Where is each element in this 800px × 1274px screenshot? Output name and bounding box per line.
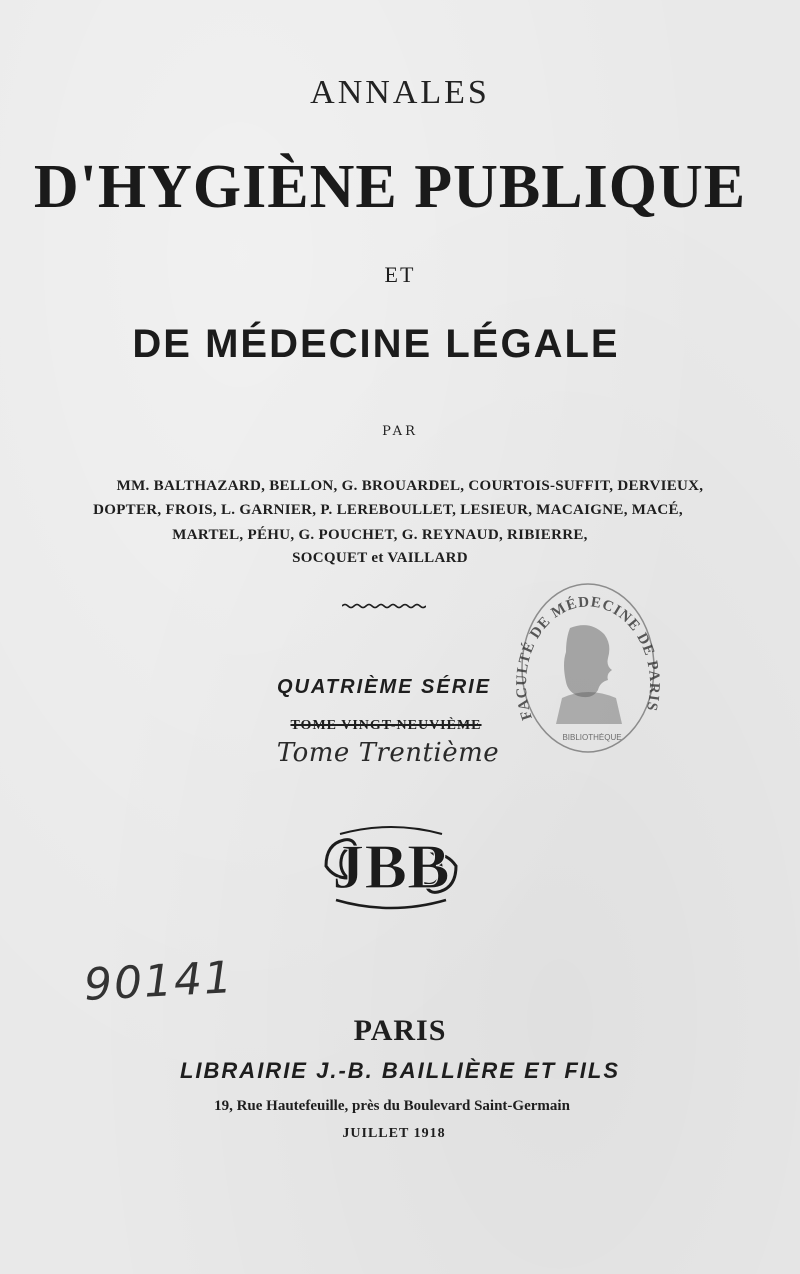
authors-line-3: MARTEL, PÉHU, G. POUCHET, G. REYNAUD, RIBIERRE, <box>172 527 588 543</box>
by-label: PAR <box>382 424 418 439</box>
imprint-address: 19, Rue Hautefeuille, près du Boulevard Saint-Germain <box>214 1098 570 1114</box>
authors-line-1: MM. BALTHAZARD, BELLON, G. BROUARDEL, COURTOIS-SUFFIT, DERVIEUX, <box>116 478 704 494</box>
subtitle: DE MÉDECINE LÉGALE <box>132 322 620 366</box>
authors-line-4: SOCQUET et VAILLARD <box>292 550 468 566</box>
tome-handwritten: Tome Trentième <box>276 738 500 768</box>
library-stamp <box>512 568 662 758</box>
imprint-publisher: LIBRAIRIE J.-B. BAILLIÈRE ET FILS <box>179 1058 620 1083</box>
imprint-date: JUILLET 1918 <box>342 1126 446 1141</box>
shelfmark-number: 90141 <box>82 952 236 1011</box>
stamp-text: FACULTÉ DE MÉDECINE DE PARIS <box>513 594 662 722</box>
series-label: QUATRIÈME SÉRIE <box>276 676 492 698</box>
monogram-letters: JBB <box>332 831 450 902</box>
authors-line-2: DOPTER, FROIS, L. GARNIER, P. LEREBOULLET, LESIEUR, MACAIGNE, MACÉ, <box>93 502 683 518</box>
publisher-monogram <box>316 816 466 916</box>
conjunction: ET <box>384 262 416 287</box>
main-title: D'HYGIÈNE PUBLIQUE <box>33 153 747 221</box>
imprint-city: PARIS <box>353 1014 447 1047</box>
series-heading: ANNALES <box>310 74 490 111</box>
stamp-subtext: BIBLIOTHÈQUE <box>562 733 622 742</box>
tome-struck-through: TOME VINGT-NEUVIÈME <box>290 718 482 733</box>
wavy-divider <box>342 602 426 610</box>
